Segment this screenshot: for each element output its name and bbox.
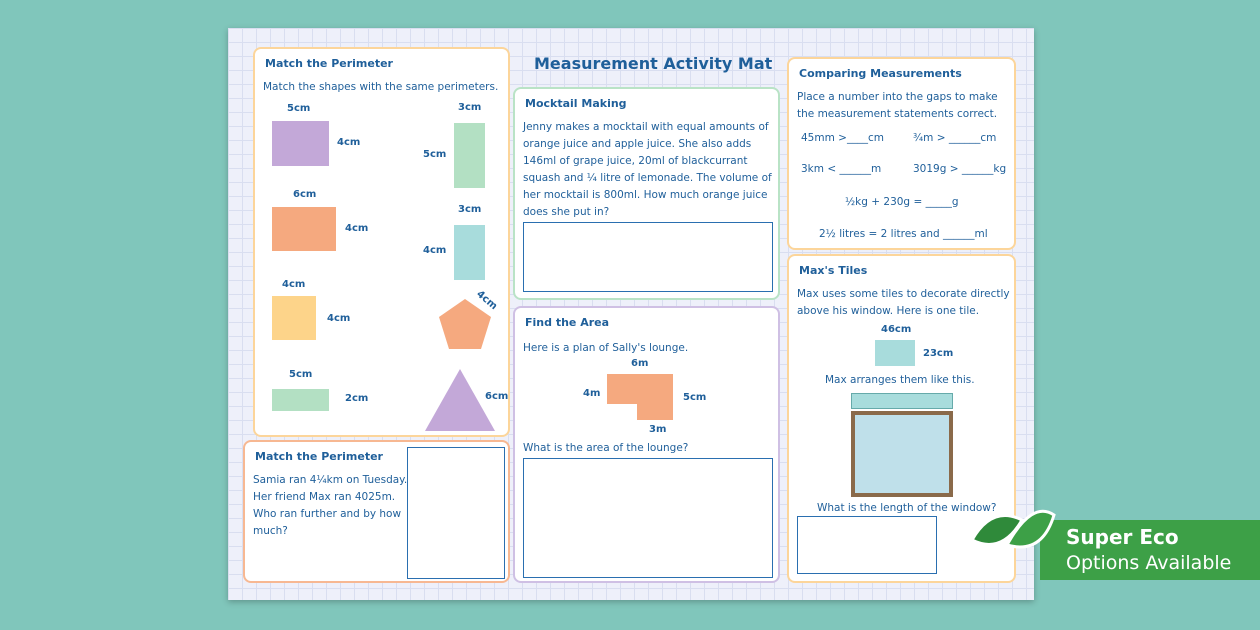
- lounge-plan: [607, 374, 673, 420]
- question-text: Samia ran 4¼km on Tuesday. Her friend Max ran 4025m. Who ran further and by how much?: [253, 474, 408, 537]
- page-title: Measurement Activity Mat: [534, 54, 773, 73]
- window: [851, 411, 953, 497]
- mocktail-panel: [513, 87, 780, 300]
- statement: ¾m > ______cm: [913, 132, 997, 144]
- tile: [875, 340, 915, 366]
- label: 4cm: [423, 245, 447, 256]
- rect-green-tall: [454, 123, 485, 188]
- match-perimeter-2-panel: [243, 440, 510, 583]
- caption: Max arranges them like this.: [825, 374, 975, 386]
- label: 5cm: [683, 392, 707, 403]
- label: 46cm: [881, 324, 912, 335]
- rect-green-small: [272, 389, 329, 411]
- statement: 3019g > ______kg: [913, 163, 1007, 175]
- answer-box[interactable]: [407, 447, 505, 579]
- question-text: Jenny makes a mocktail with equal amounts of orange juice and apple juice. She also adds 146ml of grape juice, 20ml of blackcurrant squash and ¼ litre of lemonade. The volume of her mocktail is 800ml. How much orange juice does she put in?: [523, 121, 772, 218]
- label: 5cm: [289, 369, 313, 380]
- label: 6m: [631, 358, 649, 369]
- intro-text: Here is a plan of Sally's lounge.: [523, 342, 689, 354]
- badge-title: Super Eco: [1066, 525, 1179, 549]
- square-yellow: [272, 296, 316, 340]
- rect-orange: [272, 207, 336, 251]
- panel-title: Max's Tiles: [799, 264, 868, 277]
- label: 23cm: [923, 348, 954, 359]
- label: 3cm: [458, 102, 482, 113]
- badge-subtitle: Options Available: [1066, 552, 1232, 574]
- label: 4m: [583, 388, 601, 399]
- find-area-panel: [513, 306, 780, 583]
- panel-title: Find the Area: [525, 316, 610, 329]
- label: 4cm: [282, 279, 306, 290]
- label: 4cm: [337, 137, 361, 148]
- answer-box[interactable]: [797, 516, 937, 574]
- label: 4cm: [474, 288, 500, 313]
- rect-teal: [454, 225, 485, 280]
- instruction: Match the shapes with the same perimeters.: [263, 81, 499, 93]
- label: 4cm: [327, 313, 351, 324]
- label: 4cm: [345, 223, 369, 234]
- answer-box[interactable]: [523, 458, 773, 578]
- label: 6cm: [293, 189, 317, 200]
- panel-title: Match the Perimeter: [255, 450, 383, 463]
- activity-mat: [228, 28, 1034, 600]
- question-text: What is the length of the window?: [817, 502, 997, 514]
- match-perimeter-panel: [253, 47, 510, 437]
- statement: ½kg + 230g = _____g: [845, 196, 959, 208]
- label: 2cm: [345, 393, 369, 404]
- super-eco-badge: [1040, 520, 1260, 580]
- label: 5cm: [423, 149, 447, 160]
- label: 3cm: [458, 204, 482, 215]
- statement: 45mm >____cm: [801, 132, 884, 144]
- comparing-panel: [787, 57, 1016, 250]
- label: 6cm: [485, 391, 509, 402]
- statement: 3km < ______m: [801, 163, 882, 175]
- statement: 2½ litres = 2 litres and ______ml: [819, 228, 988, 240]
- question-text: What is the area of the lounge?: [523, 442, 689, 454]
- rect-purple: [272, 121, 329, 166]
- panel-title: Match the Perimeter: [265, 57, 393, 70]
- label: 3m: [649, 424, 667, 435]
- question-text: Max uses some tiles to decorate directly above his window. Here is one tile.: [797, 288, 1010, 317]
- tile-row: [851, 393, 953, 409]
- label: 5cm: [287, 103, 311, 114]
- panel-title: Comparing Measurements: [799, 67, 962, 80]
- instruction: Place a number into the gaps to make the measurement statements correct.: [797, 91, 998, 120]
- leaf-icon: [962, 500, 1057, 570]
- answer-box[interactable]: [523, 222, 773, 292]
- panel-title: Mocktail Making: [525, 97, 627, 110]
